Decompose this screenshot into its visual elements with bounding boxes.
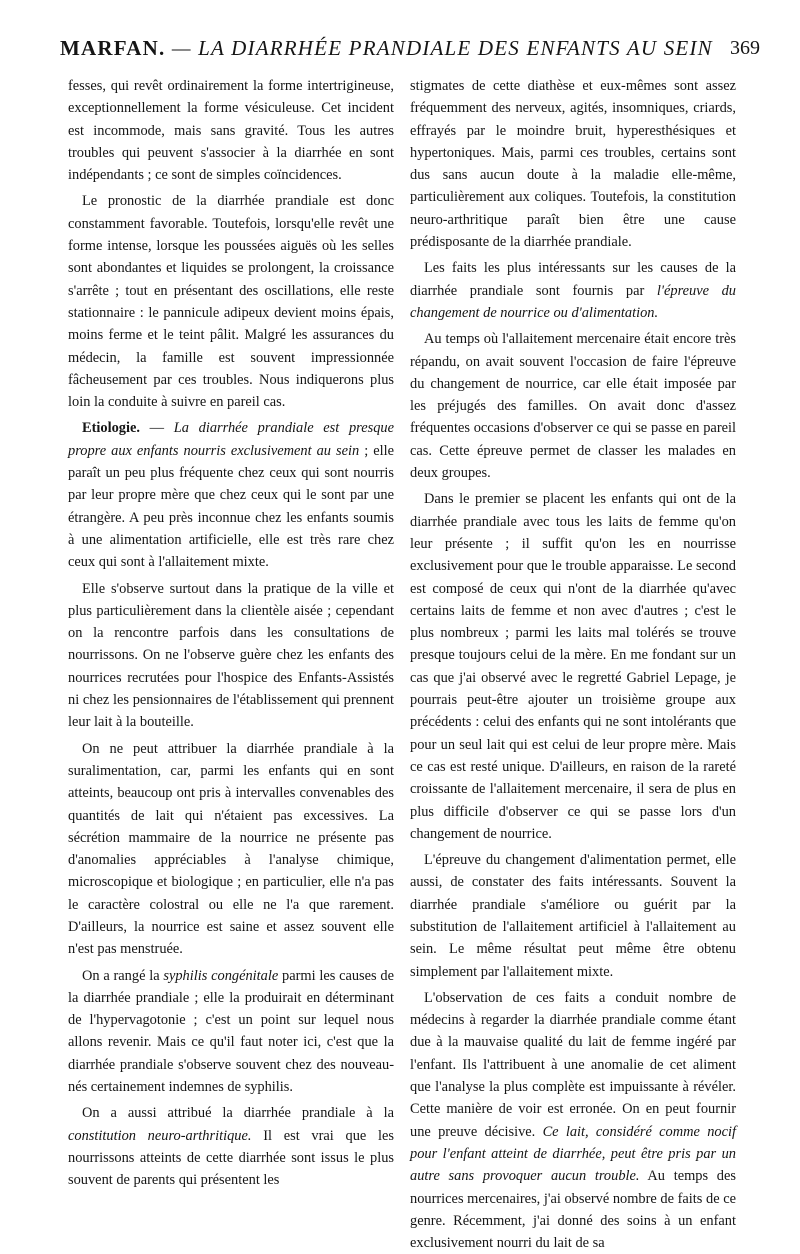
paragraph bbox=[68, 1102, 394, 1191]
paragraph-text: On a rangé la bbox=[82, 967, 164, 984]
header-author: MARFAN. bbox=[60, 36, 166, 60]
header-subtitle: — LA DIARRHÉE PRANDIALE DES ENFANTS AU SEIN bbox=[171, 36, 713, 60]
dash: — bbox=[139, 420, 174, 437]
paragraph-text: On a aussi attribué la diarrhée prandiale à la bbox=[82, 1105, 394, 1122]
paragraph-text: parmi les causes de la diarrhée prandiale ; elle la produirait en déterminant de l'hypervagotonie ; c'est un point sur lequel nous allons revenir. Mais ce qu'il faut noter ici, c'est que la diarrhée prandiale s'observe souvent chez des nouveau-nés certainement indemnes de syphilis. bbox=[68, 967, 394, 1096]
paragraph-text: Les faits les plus intéressants sur les causes de la diarrhée prandiale sont fournis par bbox=[410, 260, 736, 299]
paragraph: Elle s'observe surtout dans la pratique de la ville et plus particulièrement dans la clientèle aisée ; cependant on la rencontre parfois dans les consultations de nourrissons. On ne l'observe guère chez les enfants des nourrices recrutées pour l'hospice des Enfants-Assistés ni chez les pensionnaires de l'établissement qui prennent leur lait à la bouteille. bbox=[68, 580, 394, 731]
paragraph: Le pronostic de la diarrhée prandiale est donc constamment favorable. Toutefois, lorsqu'elle revêt une forme intense, lorsque les poussées aiguës où les selles sont abondantes et liquides se prolongent, la croissance s'arrête ; tout en présentant des oscillations, elle reste stationnaire : le pannicule adipeux devient moins épais, moins ferme et le teint pâlit. Malgré les assurances du médecin, la famille est souvent impressionnée fâcheusement par ces troubles. Nous indiquerons plus loin la conduite à suivre en pareil cas. bbox=[68, 193, 394, 411]
paragraph bbox=[68, 965, 394, 1099]
paragraph: fesses, qui revêt ordinairement la forme intertrigineuse, exceptionnellement la forme vésiculeuse. Cet incident est incommode, mais sans gravité. Tous les autres troubles qui peuvent s'associer à la diarrhée en sont indépendants ; ce sont de simples coïncidences. bbox=[68, 78, 394, 184]
running-header bbox=[60, 36, 760, 66]
emphasis-text: Ce lait, considéré comme nocif pour l'enfant atteint de diarrhée, peut être pris par un autre sans provoquer aucun trouble. bbox=[410, 1123, 736, 1185]
paragraph-text: Au temps des nourrices mercenaires, j'ai observé nombre de faits de ce genre. Récemment, j'ai donné des soins à un enfant exclusivement nourri du lait de sa bbox=[410, 1168, 736, 1252]
emphasis-text: constitution neuro-arthritique. bbox=[68, 1127, 252, 1144]
etiology-paragraph bbox=[68, 417, 394, 573]
right-column bbox=[410, 75, 736, 1254]
page-number: 369 bbox=[730, 37, 760, 59]
paragraph: Dans le premier se placent les enfants qui ont de la diarrhée prandiale avec tous les laits de femme qu'on leur présente ; il suffit qu'on les en nourrisse exclusivement pour que le trouble apparaisse. Le second est composé de ceux qui n'ont de la diarrhée qu'avec certains laits de femme et non avec d'autres ; c'est le plus nombreux ; parmi les laits mal tolérés se trouve presque toujours celui de la mère. En me fondant sur un cas que j'ai observé avec le regretté Gabriel Lepage, je pourrais peut-être ajouter un troisième groupe aux précédents : celui des enfants qui ne sont intolérants que pour un seul lait qui est celui de leur propre mère. Mais ce cas est resté unique. D'ailleurs, en raison de la rareté croissante de l'allaitement mercenaire, il sera de plus en plus difficile d'observer ce qui se passe lors d'un changement de nourrice. bbox=[410, 491, 736, 842]
paragraph: L'épreuve du changement d'alimentation permet, elle aussi, de constater des faits intéressants. Souvent la diarrhée prandiale s'améliore ou guérit par la substitution de l'allaitement artificiel à l'allaitement au sein. Le même résultat peut même être obtenu simplement par l'allaitement mixte. bbox=[410, 852, 736, 980]
paragraph: On ne peut attribuer la diarrhée prandiale à la suralimentation, car, parmi les enfants qui en sont atteints, beaucoup ont pris à intervalles convenables des quantités de lait qui n'étaient pas excessives. La sécrétion mammaire de la nourrice ne présente pas d'anomalies appréciables à l'analyse chimique, microscopique et biologique ; en particulier, elle n'a pas le caractère colostral ou elle ne l'a que rarement. D'ailleurs, la nourrice est saine et assez souvent elle n'est pas menstruée. bbox=[68, 740, 394, 958]
paragraph: stigmates de cette diathèse et eux-mêmes sont assez fréquemment des nerveux, agités, insomniques, criards, effrayés par le moindre bruit, hyperesthésiques et hypertoniques. Mais, parmi ces troubles, certains sont dus sans aucun doute à la maladie elle-même, particulièrement aux coliques. Toutefois, la constitution neuro-arthritique paraît bien être une cause prédisposante de la diarrhée prandiale. bbox=[410, 78, 736, 251]
paragraph: Au temps où l'allaitement mercenaire était encore très répandu, on avait souvent l'occasion de faire l'épreuve du changement de nourrice, car elle était imposée par les préjugés des familles. On avait donc d'assez fréquentes occasions d'observer ce qui se passe en pareil cas. Cette épreuve permet de classer les malades en deux groupes. bbox=[410, 331, 736, 482]
running-title bbox=[60, 36, 713, 61]
paragraph-text: ; elle paraît un peu plus fréquente chez ceux qui sont nourris par leur propre mère que chez ceux qui le sont par une étrangère. A peu près inconnue chez les enfants soumis à une alimentation artificielle, elle est très rare chez ceux qui sont à l'allaitement mixte. bbox=[68, 442, 394, 571]
left-column bbox=[68, 75, 394, 1192]
paragraph bbox=[410, 987, 736, 1254]
emphasis-text: l'épreuve du changement de nourrice ou d'alimentation. bbox=[410, 282, 736, 321]
paragraph bbox=[410, 257, 736, 324]
emphasis-text: syphilis congénitale bbox=[163, 967, 279, 984]
paragraph-text: Il est vrai que les nourrissons atteints de cette diarrhée sont issus le plus souvent de parents qui présentent les bbox=[68, 1127, 394, 1189]
section-heading: Etiologie. bbox=[82, 420, 140, 437]
paragraph-text: L'observation de ces faits a conduit nombre de médecins à regarder la diarrhée prandiale comme étant due à la mauvaise qualité du lait de femme ingéré par l'enfant. Ils l'attribuent à une anomalie de cet aliment que l'analyse la plus complète est impuissante à révéler. Cette manière de voir est erronée. On en peut fournir une preuve décisive. bbox=[410, 989, 736, 1140]
emphasis-text: La diarrhée prandiale est presque propre aux enfants nourris exclusivement au sein bbox=[68, 420, 394, 459]
